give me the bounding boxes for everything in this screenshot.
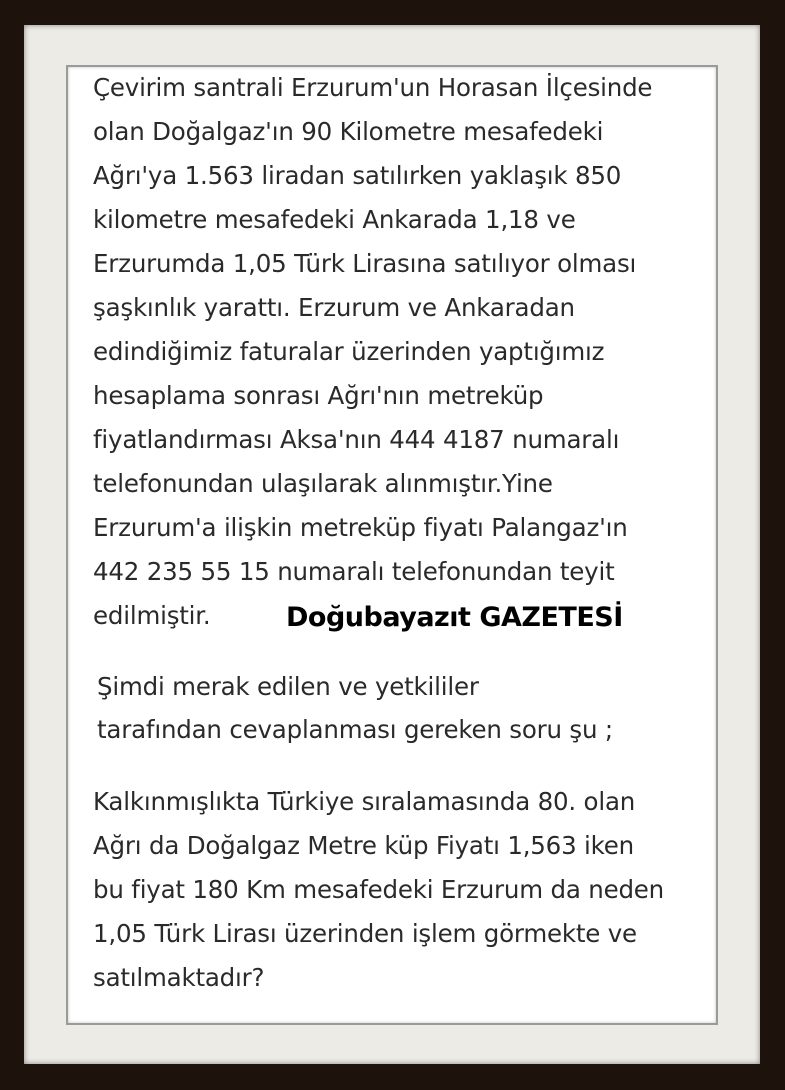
- paragraph-question-intro: [97, 665, 613, 751]
- text-line: Şimdi merak edilen ve yetkililer: [97, 672, 479, 701]
- newspaper-signature: Doğubayazıt GAZETESİ: [286, 602, 623, 633]
- text-line: Erzurum'a ilişkin metreküp fiyatı Palangaz'ın: [93, 513, 628, 542]
- text-line: satılmaktadır?: [93, 963, 265, 992]
- text-line: Çevirim santrali Erzurum'un Horasan İlçesinde: [93, 73, 653, 102]
- text-line: bu fiyat 180 Km mesafedeki Erzurum da neden: [93, 875, 665, 904]
- text-line: şaşkınlık yarattı. Erzurum ve Ankaradan: [93, 293, 575, 322]
- text-line: 1,05 Türk Lirası üzerinden işlem görmekte ve: [93, 919, 637, 948]
- paragraph-question: [93, 780, 664, 1000]
- text-line: Ağrı'ya 1.563 liradan satılırken yaklaşık 850: [93, 161, 622, 190]
- text-line: fiyatlandırması Aksa'nın 444 4187 numaralı: [93, 425, 620, 454]
- text-line: telefonundan ulaşılarak alınmıştır.Yine: [93, 469, 553, 498]
- text-line: hesaplama sonrası Ağrı'nın metreküp: [93, 381, 544, 410]
- paragraph-intro: [93, 66, 652, 638]
- text-line: kilometre mesafedeki Ankarada 1,18 ve: [93, 205, 576, 234]
- text-line: olan Doğalgaz'ın 90 Kilometre mesafedeki: [93, 117, 604, 146]
- text-line: edindiğimiz faturalar üzerinden yaptığımız: [93, 337, 605, 366]
- text-line: Erzurumda 1,05 Türk Lirasına satılıyor olması: [93, 249, 637, 278]
- text-line: edilmiştir.: [93, 601, 211, 630]
- text-line: Kalkınmışlıkta Türkiye sıralamasında 80. olan: [93, 787, 636, 816]
- text-line: tarafından cevaplanması gereken soru şu ;: [97, 715, 613, 744]
- text-line: Ağrı da Doğalgaz Metre küp Fiyatı 1,563 iken: [93, 831, 634, 860]
- text-line: 442 235 55 15 numaralı telefonundan teyit: [93, 557, 615, 586]
